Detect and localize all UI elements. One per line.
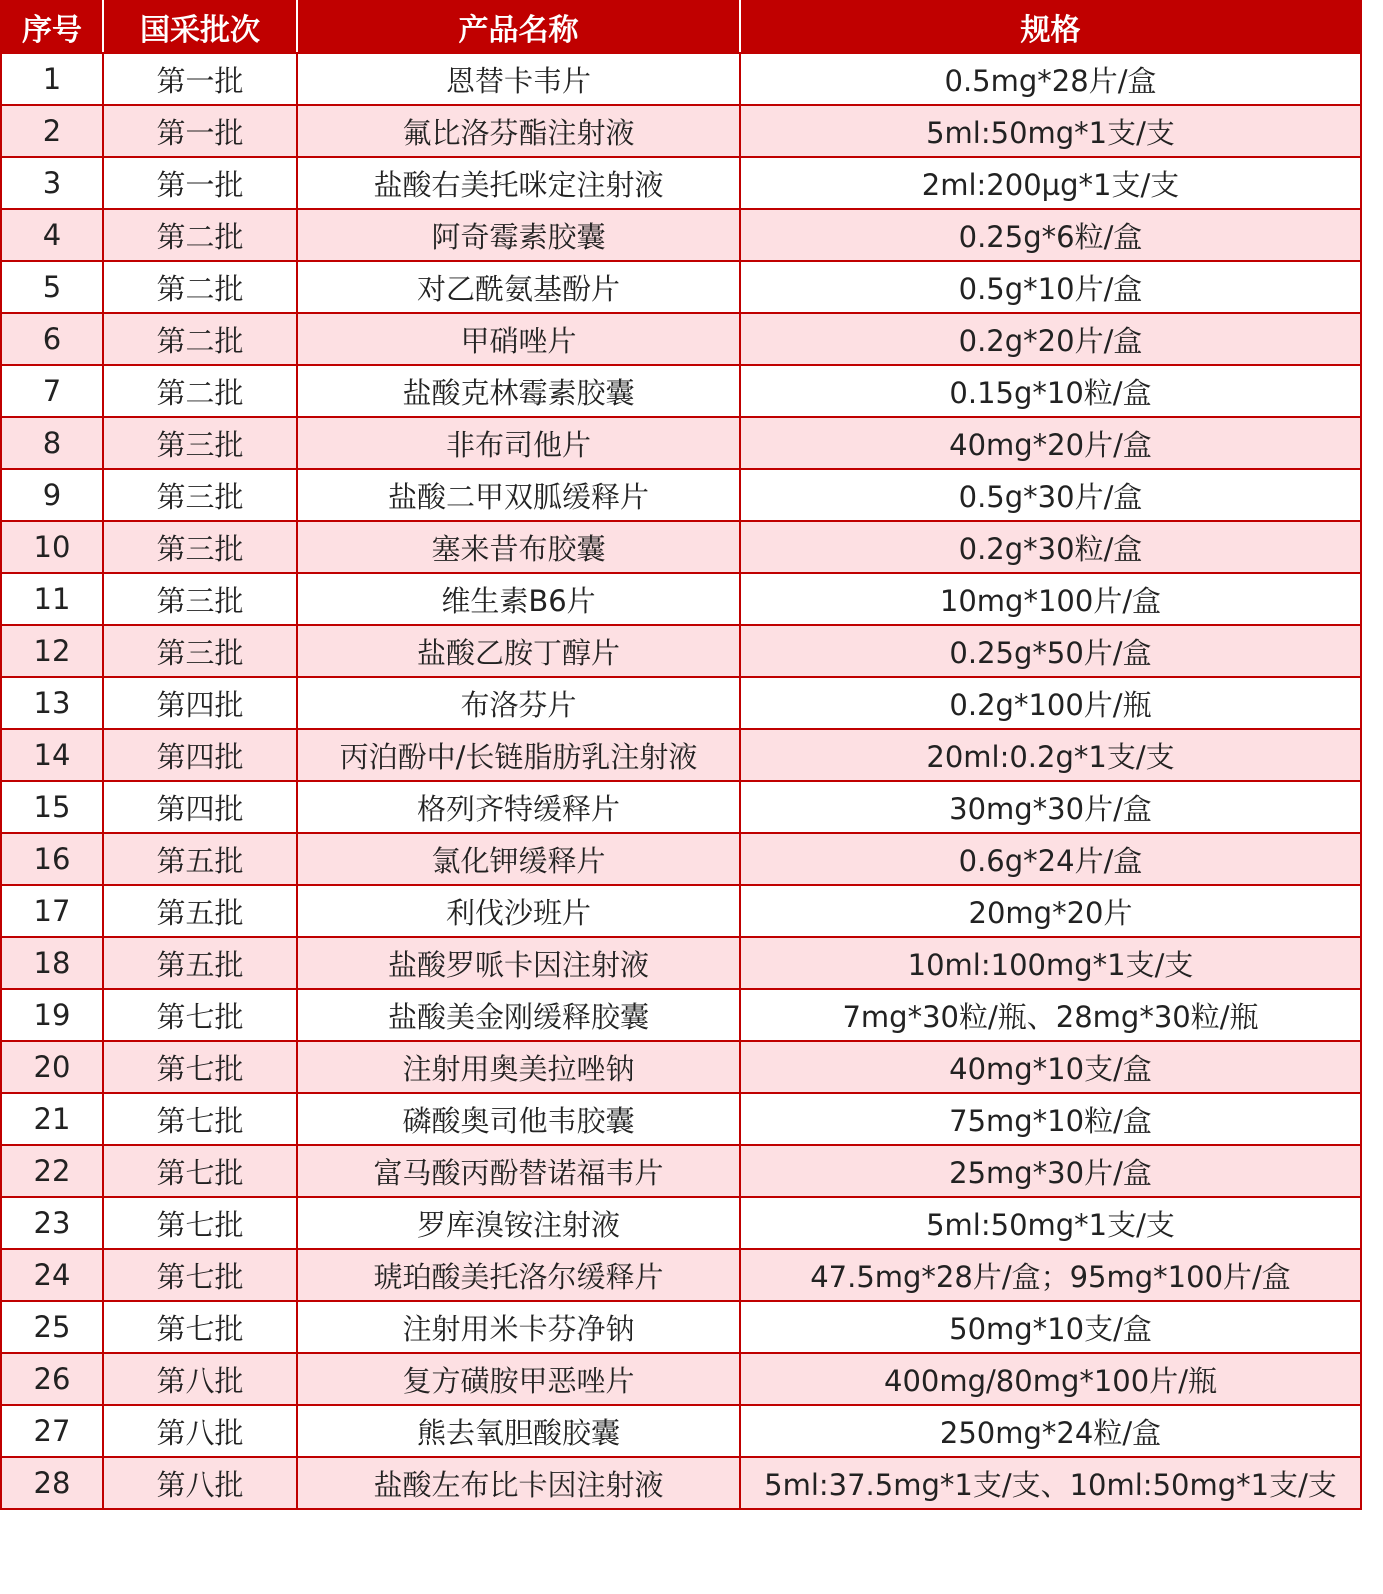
cell-batch: 第五批 [103, 937, 297, 989]
cell-specification: 40mg*20片/盒 [740, 417, 1361, 469]
cell-batch: 第一批 [103, 105, 297, 157]
cell-index: 2 [1, 105, 103, 157]
cell-product-name: 氟比洛芬酯注射液 [297, 105, 740, 157]
cell-index: 25 [1, 1301, 103, 1353]
cell-specification: 5ml:50mg*1支/支 [740, 1197, 1361, 1249]
cell-index: 26 [1, 1353, 103, 1405]
table-row [1, 105, 1361, 157]
cell-index: 9 [1, 469, 103, 521]
cell-index: 19 [1, 989, 103, 1041]
table-row [1, 1405, 1361, 1457]
cell-product-name: 注射用奥美拉唑钠 [297, 1041, 740, 1093]
cell-specification: 2ml:200µg*1支/支 [740, 157, 1361, 209]
cell-batch: 第三批 [103, 469, 297, 521]
cell-index: 6 [1, 313, 103, 365]
header-batch: 国采批次 [103, 1, 297, 53]
table-row [1, 157, 1361, 209]
cell-batch: 第八批 [103, 1405, 297, 1457]
cell-specification: 250mg*24粒/盒 [740, 1405, 1361, 1457]
table-row [1, 833, 1361, 885]
header-product-name: 产品名称 [297, 1, 740, 53]
cell-batch: 第四批 [103, 729, 297, 781]
cell-batch: 第七批 [103, 1301, 297, 1353]
cell-index: 23 [1, 1197, 103, 1249]
cell-specification: 20mg*20片 [740, 885, 1361, 937]
cell-product-name: 盐酸二甲双胍缓释片 [297, 469, 740, 521]
cell-index: 5 [1, 261, 103, 313]
cell-specification: 0.15g*10粒/盒 [740, 365, 1361, 417]
cell-product-name: 盐酸克林霉素胶囊 [297, 365, 740, 417]
table-row [1, 1353, 1361, 1405]
cell-product-name: 盐酸右美托咪定注射液 [297, 157, 740, 209]
table-row [1, 469, 1361, 521]
cell-product-name: 利伐沙班片 [297, 885, 740, 937]
cell-batch: 第五批 [103, 833, 297, 885]
cell-specification: 0.25g*6粒/盒 [740, 209, 1361, 261]
table-row [1, 1093, 1361, 1145]
cell-batch: 第七批 [103, 989, 297, 1041]
table-row [1, 573, 1361, 625]
cell-product-name: 富马酸丙酚替诺福韦片 [297, 1145, 740, 1197]
cell-index: 22 [1, 1145, 103, 1197]
cell-batch: 第三批 [103, 521, 297, 573]
cell-batch: 第三批 [103, 625, 297, 677]
cell-product-name: 盐酸乙胺丁醇片 [297, 625, 740, 677]
cell-index: 13 [1, 677, 103, 729]
cell-index: 10 [1, 521, 103, 573]
cell-product-name: 维生素B6片 [297, 573, 740, 625]
table-row [1, 1249, 1361, 1301]
cell-batch: 第八批 [103, 1353, 297, 1405]
cell-batch: 第一批 [103, 157, 297, 209]
cell-index: 17 [1, 885, 103, 937]
cell-index: 27 [1, 1405, 103, 1457]
cell-product-name: 磷酸奥司他韦胶囊 [297, 1093, 740, 1145]
table-row [1, 937, 1361, 989]
cell-batch: 第二批 [103, 209, 297, 261]
cell-product-name: 氯化钾缓释片 [297, 833, 740, 885]
cell-batch: 第二批 [103, 365, 297, 417]
cell-index: 7 [1, 365, 103, 417]
cell-batch: 第五批 [103, 885, 297, 937]
cell-product-name: 盐酸左布比卡因注射液 [297, 1457, 740, 1509]
table-row [1, 1145, 1361, 1197]
cell-specification: 10ml:100mg*1支/支 [740, 937, 1361, 989]
cell-specification: 10mg*100片/盒 [740, 573, 1361, 625]
cell-specification: 0.5mg*28片/盒 [740, 53, 1361, 105]
cell-specification: 400mg/80mg*100片/瓶 [740, 1353, 1361, 1405]
cell-batch: 第八批 [103, 1457, 297, 1509]
cell-specification: 0.25g*50片/盒 [740, 625, 1361, 677]
cell-batch: 第二批 [103, 261, 297, 313]
table-row [1, 625, 1361, 677]
cell-product-name: 布洛芬片 [297, 677, 740, 729]
cell-batch: 第三批 [103, 573, 297, 625]
header-specification: 规格 [740, 1, 1361, 53]
cell-specification: 30mg*30片/盒 [740, 781, 1361, 833]
table-row [1, 729, 1361, 781]
table-row [1, 417, 1361, 469]
cell-specification: 0.5g*10片/盒 [740, 261, 1361, 313]
cell-batch: 第一批 [103, 53, 297, 105]
cell-product-name: 对乙酰氨基酚片 [297, 261, 740, 313]
cell-specification: 0.6g*24片/盒 [740, 833, 1361, 885]
cell-index: 28 [1, 1457, 103, 1509]
cell-batch: 第七批 [103, 1249, 297, 1301]
table-row [1, 53, 1361, 105]
cell-specification: 50mg*10支/盒 [740, 1301, 1361, 1353]
table-row [1, 261, 1361, 313]
table-row [1, 365, 1361, 417]
cell-product-name: 盐酸美金刚缓释胶囊 [297, 989, 740, 1041]
cell-specification: 25mg*30片/盒 [740, 1145, 1361, 1197]
table-row [1, 1197, 1361, 1249]
cell-specification: 5ml:37.5mg*1支/支、10ml:50mg*1支/支 [740, 1457, 1361, 1509]
table-row [1, 521, 1361, 573]
cell-specification: 7mg*30粒/瓶、28mg*30粒/瓶 [740, 989, 1361, 1041]
cell-product-name: 熊去氧胆酸胶囊 [297, 1405, 740, 1457]
cell-batch: 第七批 [103, 1197, 297, 1249]
cell-index: 8 [1, 417, 103, 469]
cell-specification: 40mg*10支/盒 [740, 1041, 1361, 1093]
cell-product-name: 丙泊酚中/长链脂肪乳注射液 [297, 729, 740, 781]
table-body [1, 53, 1361, 1509]
table-row [1, 781, 1361, 833]
cell-index: 20 [1, 1041, 103, 1093]
cell-product-name: 复方磺胺甲恶唑片 [297, 1353, 740, 1405]
table-row [1, 677, 1361, 729]
cell-specification: 75mg*10粒/盒 [740, 1093, 1361, 1145]
cell-batch: 第七批 [103, 1041, 297, 1093]
cell-specification: 0.5g*30片/盒 [740, 469, 1361, 521]
cell-batch: 第七批 [103, 1145, 297, 1197]
table-row [1, 1041, 1361, 1093]
cell-batch: 第四批 [103, 677, 297, 729]
cell-index: 14 [1, 729, 103, 781]
table-row [1, 1301, 1361, 1353]
cell-batch: 第七批 [103, 1093, 297, 1145]
cell-product-name: 非布司他片 [297, 417, 740, 469]
table-row [1, 885, 1361, 937]
cell-product-name: 格列齐特缓释片 [297, 781, 740, 833]
cell-batch: 第四批 [103, 781, 297, 833]
cell-product-name: 罗库溴铵注射液 [297, 1197, 740, 1249]
table-row [1, 209, 1361, 261]
cell-batch: 第三批 [103, 417, 297, 469]
table-row [1, 313, 1361, 365]
cell-product-name: 恩替卡韦片 [297, 53, 740, 105]
cell-product-name: 琥珀酸美托洛尔缓释片 [297, 1249, 740, 1301]
cell-index: 1 [1, 53, 103, 105]
cell-specification: 47.5mg*28片/盒；95mg*100片/盒 [740, 1249, 1361, 1301]
cell-index: 12 [1, 625, 103, 677]
cell-specification: 0.2g*20片/盒 [740, 313, 1361, 365]
cell-index: 3 [1, 157, 103, 209]
cell-product-name: 甲硝唑片 [297, 313, 740, 365]
cell-specification: 0.2g*30粒/盒 [740, 521, 1361, 573]
cell-index: 21 [1, 1093, 103, 1145]
header-index: 序号 [1, 1, 103, 53]
table-row [1, 1457, 1361, 1509]
table-row [1, 989, 1361, 1041]
header-row [1, 1, 1361, 53]
cell-batch: 第二批 [103, 313, 297, 365]
cell-index: 4 [1, 209, 103, 261]
cell-index: 11 [1, 573, 103, 625]
cell-index: 15 [1, 781, 103, 833]
cell-index: 18 [1, 937, 103, 989]
cell-specification: 20ml:0.2g*1支/支 [740, 729, 1361, 781]
cell-product-name: 阿奇霉素胶囊 [297, 209, 740, 261]
cell-specification: 5ml:50mg*1支/支 [740, 105, 1361, 157]
cell-product-name: 盐酸罗哌卡因注射液 [297, 937, 740, 989]
cell-product-name: 注射用米卡芬净钠 [297, 1301, 740, 1353]
cell-product-name: 塞来昔布胶囊 [297, 521, 740, 573]
cell-specification: 0.2g*100片/瓶 [740, 677, 1361, 729]
cell-index: 24 [1, 1249, 103, 1301]
table-header [1, 1, 1361, 53]
cell-index: 16 [1, 833, 103, 885]
